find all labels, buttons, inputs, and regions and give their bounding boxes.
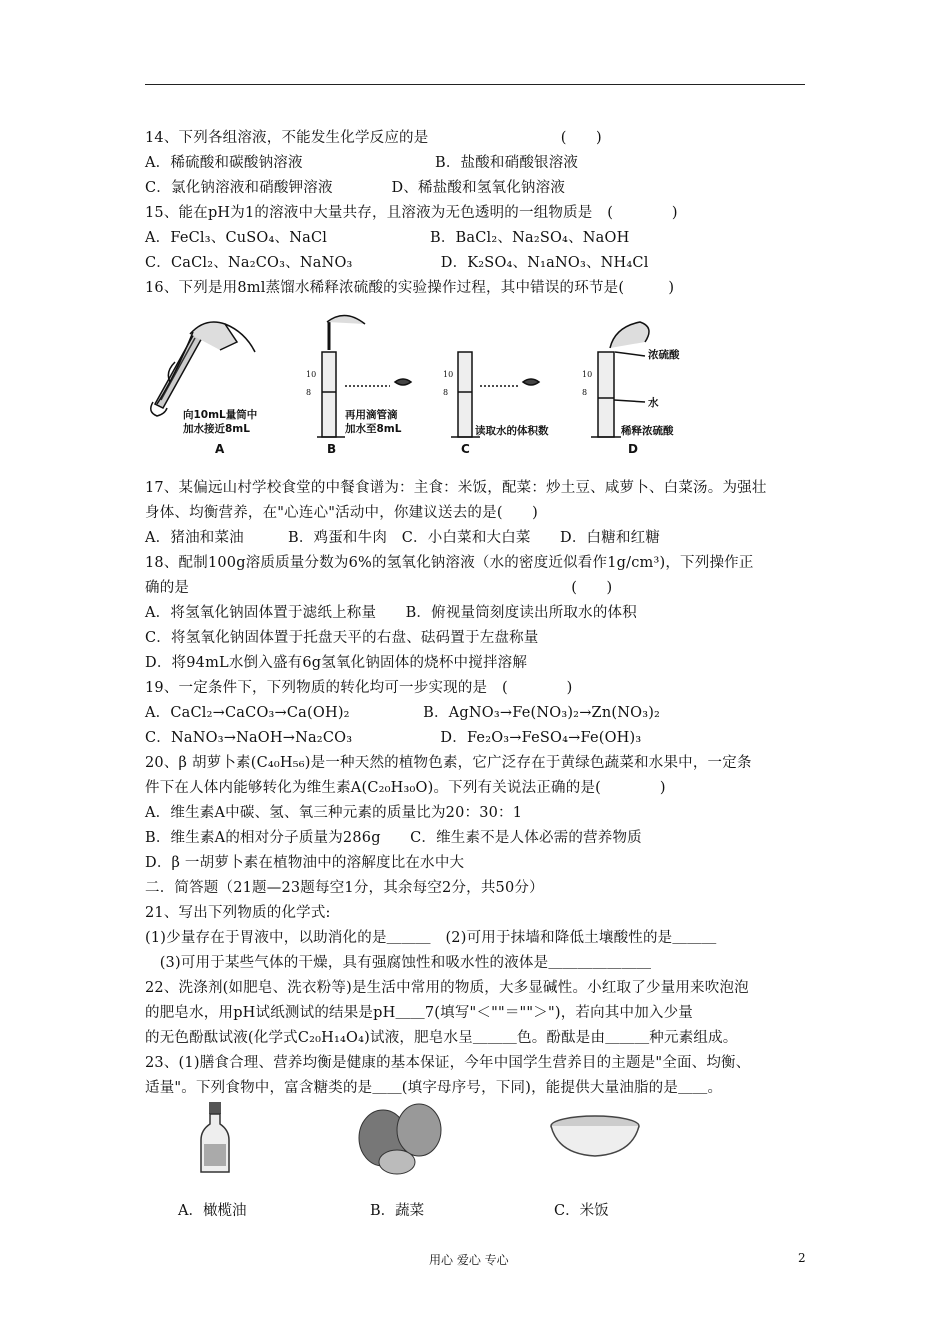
figure-letter-c: C bbox=[461, 442, 470, 456]
question-21-part1: (1)少量存在于胃液中，以助消化的是＿＿＿ (2)可用于抹墙和降低土壤酸性的是＿＿＿ bbox=[145, 930, 717, 946]
question-21: 21、写出下列物质的化学式: bbox=[145, 905, 331, 921]
question-18-line2: 确的是 ( ) bbox=[145, 580, 613, 596]
question-17-line2: 身体、均衡营养，在"心连心"活动中，你建议送去的是( ) bbox=[145, 505, 538, 521]
question-20-line2: 件下在人体内能够转化为维生素A(C₂₀H₃₀O)。下列有关说法正确的是( ) bbox=[145, 780, 666, 796]
caption-c: 读取水的体积数 bbox=[475, 425, 549, 437]
step-d-diluting bbox=[591, 322, 649, 437]
question-14-options-cd: C．氯化钠溶液和硝酸钾溶液 D、稀盐酸和氢氧化钠溶液 bbox=[145, 180, 566, 196]
question-21-part3: (3)可用于某些气体的干燥，具有强腐蚀性和吸水性的液体是＿＿＿＿＿＿＿ bbox=[145, 955, 652, 971]
caption-d-water: 水 bbox=[648, 397, 659, 409]
caption-a-line1: 向10mL量筒中 bbox=[183, 409, 258, 421]
scale-10-c: 10 bbox=[443, 370, 454, 379]
section-2-heading: 二．简答题（21题—23题每空1分，其余每空2分，共50分） bbox=[145, 880, 544, 896]
question-19-options-ab: A．CaCl₂→CaCO₃→Ca(OH)₂ B．AgNO₃→Fe(NO₃)₂→Zn(NO₃)₂ bbox=[145, 705, 661, 721]
footer-slogan: 用心 爱心 专心 bbox=[429, 1253, 509, 1267]
caption-d: 稀释浓硫酸 bbox=[621, 425, 674, 437]
question-22-line3: 的无色酚酞试液(化学式C₂₀H₁₄O₄)试液，肥皂水呈＿＿＿色。酚酞是由＿＿＿种元素组成。 bbox=[145, 1030, 738, 1046]
food-label-vegetables: B．蔬菜 bbox=[370, 1203, 425, 1219]
question-23-line2: 适量"。下列食物中，富含糖类的是＿＿(填字母序号，下同)，能提供大量油脂的是＿＿。 bbox=[145, 1080, 723, 1096]
question-15: 15、能在pH为1的溶液中大量共存，且溶液为无色透明的一组物质是 ( ) bbox=[145, 205, 678, 221]
figure-letter-b: B bbox=[327, 442, 337, 456]
food-label-rice: C．米饭 bbox=[554, 1203, 609, 1219]
scale-8-d: 8 bbox=[582, 388, 588, 397]
question-20-option-bc: B．维生素A的相对分子质量为286g C．维生素不是人体必需的营养物质 bbox=[145, 830, 642, 846]
question-19: 19、一定条件下，下列物质的转化均可一步实现的是 ( ) bbox=[145, 680, 573, 696]
olive-oil-bottle-image bbox=[195, 1100, 235, 1175]
question-22-line1: 22、洗涤剂(如肥皂、洗衣粉等)是生活中常用的物质，大多显碱性。小红取了少量用来吹泡泡 bbox=[145, 980, 749, 996]
scale-10-b: 10 bbox=[306, 370, 317, 379]
caption-b-line2: 加水至8mL bbox=[345, 423, 402, 435]
page-number: 2 bbox=[798, 1251, 806, 1265]
rice-bowl-image bbox=[548, 1112, 643, 1162]
question-18-option-c: C．将氢氧化钠固体置于托盘天平的右盘、砝码置于左盘称量 bbox=[145, 630, 539, 646]
question-14-options-ab: A．稀硫酸和碳酸钠溶液 B．盐酸和硝酸银溶液 bbox=[145, 155, 579, 171]
question-17-options: A．猪油和菜油 B．鸡蛋和牛肉 C．小白菜和大白菜 D．白糖和红糖 bbox=[145, 530, 661, 546]
scale-8-b: 8 bbox=[306, 388, 312, 397]
question-15-options-ab: A．FeCl₃、CuSO₄、NaCl B．BaCl₂、Na₂SO₄、NaOH bbox=[145, 230, 630, 246]
vegetables-image bbox=[355, 1100, 445, 1175]
question-20-option-d: D．β 一胡萝卜素在植物油中的溶解度比在水中大 bbox=[145, 855, 465, 871]
figure-letter-d: D bbox=[628, 442, 638, 456]
caption-b-line1: 再用滴管滴 bbox=[345, 409, 398, 421]
scale-10-d: 10 bbox=[582, 370, 593, 379]
question-20-option-a: A．维生素A中碳、氢、氧三种元素的质量比为20：30：1 bbox=[145, 805, 523, 821]
header-rule bbox=[145, 84, 805, 85]
question-18-option-ab: A．将氢氧化钠固体置于滤纸上称量 B．俯视量筒刻度读出所取水的体积 bbox=[145, 605, 637, 621]
step-a-pouring bbox=[151, 322, 255, 416]
caption-d-acid: 浓硫酸 bbox=[648, 349, 680, 361]
question-23-line1: 23、(1)膳食合理、营养均衡是健康的基本保证，今年中国学生营养目的主题是"全面、均衡、 bbox=[145, 1055, 751, 1071]
food-label-olive-oil: A．橄榄油 bbox=[178, 1203, 247, 1219]
dilution-diagram bbox=[145, 312, 715, 462]
question-18-option-d: D．将94mL水倒入盛有6g氢氧化钠固体的烧杯中搅拌溶解 bbox=[145, 655, 528, 671]
question-15-options-cd: C．CaCl₂、Na₂CO₃、NaNO₃ D．K₂SO₄、N₁aNO₃、NH₄Cl bbox=[145, 255, 649, 271]
scale-8-c: 8 bbox=[443, 388, 449, 397]
question-20-line1: 20、β 胡萝卜素(C₄₀H₅₆)是一种天然的植物色素，它广泛存在于黄绿色蔬菜和水果中，一定条 bbox=[145, 755, 752, 771]
caption-a-line2: 加水接近8mL bbox=[183, 423, 250, 435]
question-14: 14、下列各组溶液，不能发生化学反应的是 ( ) bbox=[145, 130, 602, 146]
question-17-line1: 17、某偏远山村学校食堂的中餐食谱为：主食：米饭，配菜：炒土豆、咸萝卜、白菜汤。为强壮 bbox=[145, 480, 767, 496]
question-16: 16、下列是用8ml蒸馏水稀释浓硫酸的实验操作过程，其中错误的环节是( ) bbox=[145, 280, 675, 296]
figure-letter-a: A bbox=[215, 442, 225, 456]
question-22-line2: 的肥皂水，用pH试纸测试的结果是pH＿＿7(填写"＜""＝""＞")，若向其中加入少量 bbox=[145, 1005, 694, 1021]
question-19-options-cd: C．NaNO₃→NaOH→Na₂CO₃ D．Fe₂O₃→FeSO₄→Fe(OH)₃ bbox=[145, 730, 642, 746]
question-18-line1: 18、配制100g溶质质量分数为6%的氢氧化钠溶液（水的密度近似看作1g/cm³)，下列操作正 bbox=[145, 555, 754, 571]
dilution-procedure-figure bbox=[145, 312, 715, 462]
